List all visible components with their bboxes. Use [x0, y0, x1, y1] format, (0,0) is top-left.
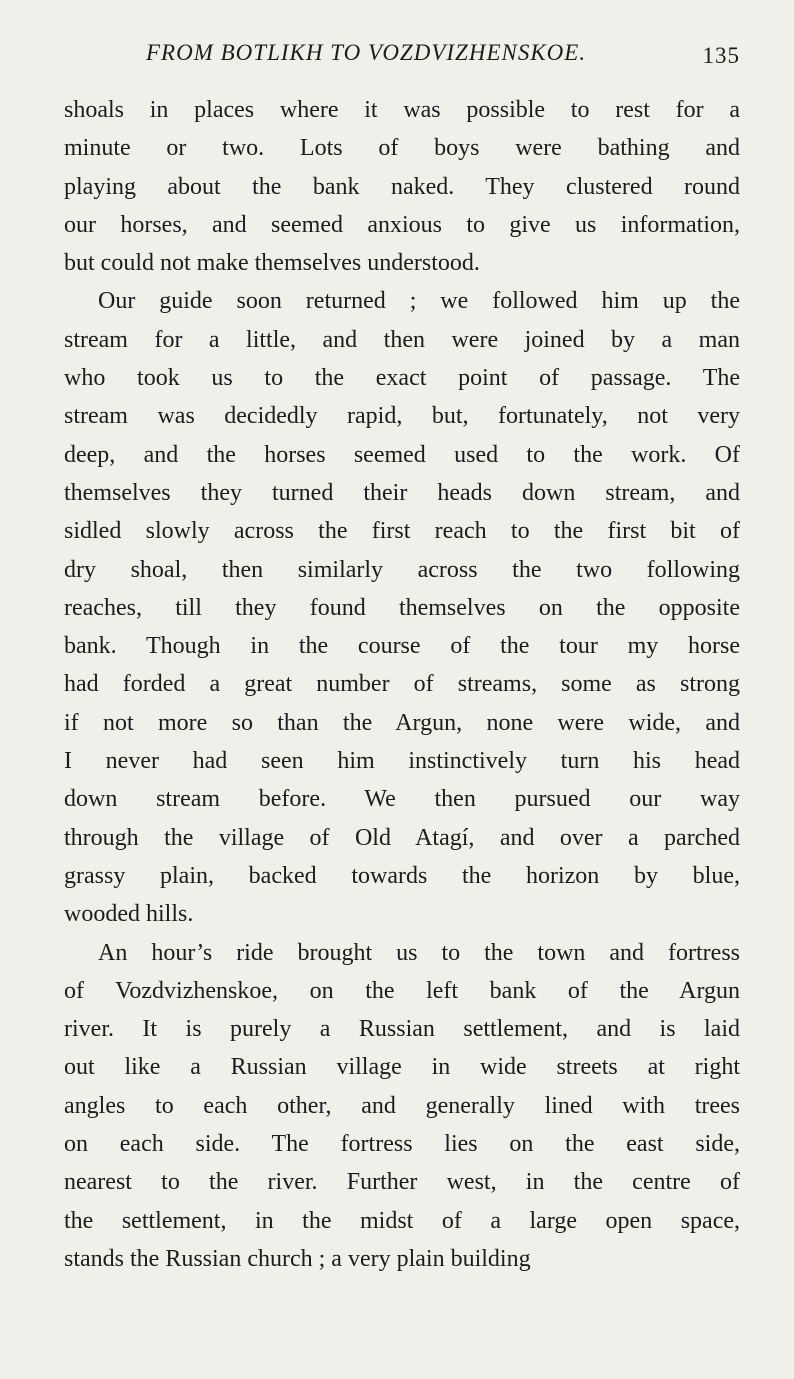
text-line: out like a Russian village in wide streets at right: [64, 1054, 740, 1081]
text-line: stream for a little, and then were joined by a man: [64, 326, 740, 353]
text-line: themselves they turned their heads down stream, and: [64, 479, 740, 506]
text-line: An hour’s ride brought us to the town and fortress: [98, 939, 740, 966]
text-line: the settlement, in the midst of a large open space,: [64, 1207, 740, 1234]
text-line: reaches, till they found themselves on the opposite: [64, 594, 740, 621]
text-line: of Vozdvizhenskoe, on the left bank of the Argun: [64, 977, 740, 1004]
text-line: on each side. The fortress lies on the east side,: [64, 1131, 740, 1158]
text-line: dry shoal, then similarly across the two following: [64, 556, 740, 583]
text-line: shoals in places where it was possible to rest for a: [64, 97, 740, 123]
text-line: through the village of Old Atagí, and over a parched: [64, 824, 740, 851]
running-title: FROM BOTLIKH TO VOZDVIZHENSKOE.: [146, 40, 587, 65]
text-line: deep, and the horses seemed used to the work. Of: [64, 441, 740, 468]
text-line: bank. Though in the course of the tour my horse: [64, 633, 740, 660]
text-line: but could not make themselves understood.: [64, 250, 480, 277]
body-text: [64, 91, 740, 1278]
text-line: nearest to the river. Further west, in the centre of: [64, 1169, 740, 1196]
text-line: wooded hills.: [64, 901, 194, 928]
text-line: stream was decidedly rapid, but, fortunately, not very: [64, 403, 740, 430]
text-line: I never had seen him instinctively turn his head: [64, 748, 740, 775]
paragraph: [64, 934, 740, 1279]
text-line: who took us to the exact point of passage. The: [64, 365, 740, 392]
text-line: minute or two. Lots of boys were bathing and: [64, 135, 740, 162]
page-number: 135: [702, 43, 740, 68]
running-header: [64, 40, 740, 74]
text-line: our horses, and seemed anxious to give us information,: [64, 211, 740, 238]
text-line: angles to each other, and generally lined with trees: [64, 1092, 740, 1119]
text-line: had forded a great number of streams, some as strong: [64, 671, 740, 698]
text-line: stands the Russian church ; a very plain building: [64, 1245, 531, 1272]
paragraph: [64, 91, 740, 282]
text-line: if not more so than the Argun, none were wide, and: [64, 709, 740, 736]
text-line: Our guide soon returned ; we followed him up the: [98, 288, 740, 315]
text-line: river. It is purely a Russian settlement, and is laid: [64, 1016, 740, 1043]
text-line: sidled slowly across the first reach to the first bit of: [64, 518, 740, 545]
text-line: playing about the bank naked. They clustered round: [64, 173, 740, 200]
paragraph: [64, 282, 740, 933]
text-line: grassy plain, backed towards the horizon by blue,: [64, 862, 740, 889]
text-line: down stream before. We then pursued our way: [64, 786, 740, 813]
